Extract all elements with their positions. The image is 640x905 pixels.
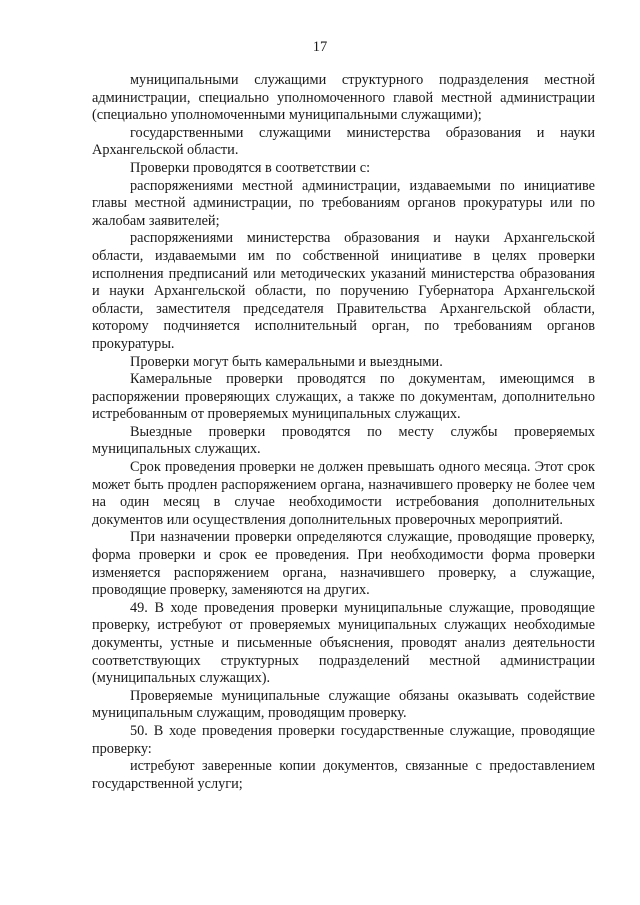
- paragraph: Срок проведения проверки не должен превышать одного месяца. Этот срок может быть продлен распоряжением органа, назначившего проверку не более чем на один месяц в случае необходимости истребования дополнительных документов или осуществления дополнительных проверочных мероприятий.: [92, 459, 595, 528]
- paragraph: истребуют заверенные копии документов, связанные с предоставлением государственной услуги;: [92, 758, 595, 792]
- paragraph: При назначении проверки определяются служащие, проводящие проверку, форма проверки и срок ее проведения. При необходимости форма проверки изменяется распоряжением органа, назначившего проверку, а служащие, проводящие проверку, заменяются на других.: [92, 529, 595, 599]
- paragraph: Выездные проверки проводятся по месту службы проверяемых муниципальных служащих.: [92, 423, 595, 458]
- document-body: [92, 72, 595, 793]
- paragraph: Камеральные проверки проводятся по документам, имеющимся в распоряжении проверяющих служащих, а также по документам, дополнительно истребованным от проверяемых муниципальных служащих.: [92, 371, 595, 423]
- page-number: 17: [312, 39, 328, 55]
- paragraph: распоряжениями министерства образования и науки Архангельской области, издаваемыми им по собственной инициативе в целях проверки исполнения предписаний или методических указаний министерства образования и науки Архангельской области, по поручению Губернатора Архангельской области, заместителя председателя Правительства Архангельской области, которому подчиняется исполнительный орган, по требованиям органов прокуратуры.: [92, 230, 595, 352]
- paragraph: муниципальными служащими структурного подразделения местной администрации, специально уполномоченного главой местной администрации (специально уполномоченными муниципальными служащими);: [92, 72, 595, 124]
- paragraph: 49. В ходе проведения проверки муниципальные служащие, проводящие проверку, истребуют от проверяемых муниципальных служащих необходимые документы, устные и письменные объяснения, проводят анализ деятельности соответствующих структурных подразделений местной администрации (муниципальных служащих).: [92, 599, 595, 687]
- paragraph: распоряжениями местной администрации, издаваемыми по инициативе главы местной администрации, по требованиям органов прокуратуры или по жалобам заявителей;: [92, 177, 595, 229]
- paragraph: 50. В ходе проведения проверки государственные служащие, проводящие проверку:: [92, 722, 595, 757]
- paragraph: Проверяемые муниципальные служащие обязаны оказывать содействие муниципальным служащим, проводящим проверку.: [92, 687, 595, 722]
- paragraph: Проверки могут быть камеральными и выездными.: [130, 353, 443, 370]
- paragraph: Проверки проводятся в соответствии с:: [130, 159, 371, 176]
- paragraph: государственными служащими министерства образования и науки Архангельской области.: [92, 124, 595, 159]
